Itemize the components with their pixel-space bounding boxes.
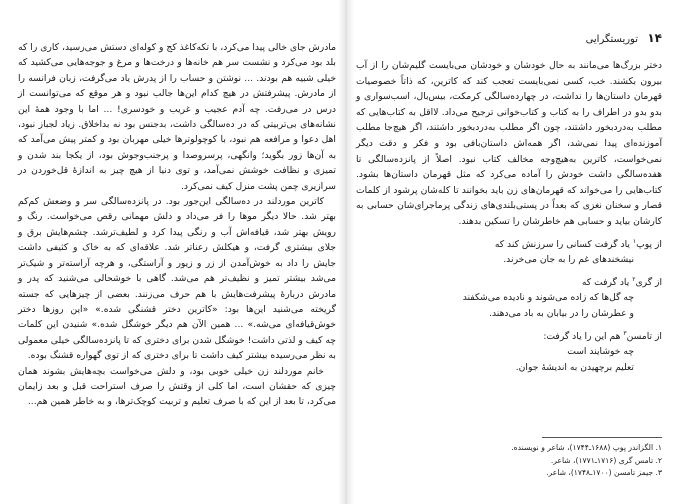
verse-intro: از تامسن$^۳$ هم این را یاد گرفت: [543, 329, 662, 342]
left-page-body [18, 40, 336, 410]
verse-line: چه گل‌ها که زاده می‌شوند و نادیده می‌شکفند [462, 292, 634, 304]
body-paragraph: کاترین موردلند در ده‌سالگی این‌جور بود. در پانزده‌سالگی سر و وضعش کم‌کم بهتر شد. حالا دیگر موها را فر می‌داد و دلش مهمانی رقص می‌خواست. رنگ و رویش بهتر شد، قیافه‌اش آب و رنگی پیدا کرد و لطیف‌ترشد. چشم‌هایش برق و جلای بیشتری گرفت، و هیکلش رعناتر شد. علاقه‌ای که به خاک و کثیفی داشت جایش را داد به خوش‌آمدن از زر و زیور و آراستگی، و هرچه آراسته‌تر و شیک‌تر می‌شد بیشتر تمیز و نظیف‌تر هم می‌شد. گاهی با خوشحالی می‌شنید که پدر و مادرش دربارهٔ پیشرفت‌هایش با هم حرف می‌زنند. بعضی از چیزهایی که جسته گریخته می‌شنید این‌ها بود: «کاترین دختر قشنگی شده.» «این روزها دختر خوش‌قیافه‌ای می‌شه.» ... همین الآن هم دیگر خوشگل شده.» شنیدن این کلمات چه کیف و لذتی داشت! خوشگل شدن برای دختری که تا پانزده‌سالگی خیلی معمولی به نظر می‌رسیده بیشتر کیف داشت تا برای دختری که از توی گهواره قشنگ بوده. [18, 196, 336, 362]
footnote-ref: ۲ [632, 275, 636, 283]
footnote-ref: ۱ [632, 237, 637, 245]
body-paragraph: مادرش جای خالی پیدا می‌کرد، با تکه‌کاغذ کج و کوله‌ای دستش می‌رسید، کاری را که بلد بود می‌کرد و نشست سر هم خانه‌ها و درخت‌ها و مرغ و جوجه‌هایی می‌کشید که خیلی شبیه هم بودند. ... نوشتن و حساب را از پدرش یاد می‌گرفت، زبان فرانسه را از مادرش. پیشرفتش در هیچ کدام این‌ها جالب نبود و هر موقع که می‌توانست از درس در می‌رفت. چه آدم عجیب و غریب و خودسری! ... اما با وجود همهٔ این نشانه‌های بی‌تربیتی که در ده‌سالگی داشت، بدجنس بود نه بداخلاق. زیاد لجباز نبود، اهل دعوا و مرافعه هم نبود، با کوچولوترها خیلی مهربان بود و کمتر پیش می‌آمد که به آن‌ها زور بگوید؛ وانگهی، پرسروصدا و پرجنب‌وجوش بود، از یکجا بند شدن و تمیزی و نظافت خوشش نمی‌آمد، و توی دنیا از هیچ چیز به اندازهٔ قل‌خوردن در سرازیری چمن پشت منزل کیف نمی‌کرد. [18, 42, 336, 192]
verse-line: و عطرشان را در بیابان به باد می‌دهند. [489, 308, 634, 320]
page-number: ۱۴ [647, 31, 662, 45]
right-page-body [356, 58, 662, 375]
footnote-rule [542, 437, 662, 438]
right-page [356, 0, 662, 504]
verse-intro: از گری$^۲$ یاد گرفت که [581, 275, 662, 288]
verse-block-pope [356, 234, 662, 268]
verse-block-thomson [356, 326, 662, 376]
running-title: توریستگرایی [585, 34, 638, 45]
body-paragraph: خانم موردلند زن خیلی خوبی بود، و دلش می‌خواست بچه‌هایش بشوند همان چیزی که حقشان است، اما کلی از وقتش را صرف استراحت قبل و بعد زایمان می‌کرد، تا بعد از این که با صرف تعلیم و تربیت کوچک‌ترها، و به خاطر همین هم... [18, 365, 336, 408]
footnote: ۳. جیمز تامسن (۱۷۰۰ـ۱۷۴۸)، شاعر. [546, 468, 662, 477]
verse-block-gray [356, 272, 662, 322]
footnotes [356, 437, 662, 480]
body-paragraph: دختر بزرگ‌ها می‌مانند به حال خودشان و خودشان می‌بایست گلیم‌شان را از آب بیرون بکشند. خب، کسی نمی‌بایست تعجب کند که کاترین، که ذاتاً خصوصیات قهرمان داستان‌ها را نداشت، در چهارده‌سالگی کرمکت، بیس‌بال، اسب‌سواری و بدو بدو در اطراف را به کتاب و کتاب‌خوانی ترجیح می‌داد. لااقل به کتاب‌هایی که مطلب به‌دردبخور داشتند، چون اگر مطلب به‌دردبخور داشتند، اگر هیچ‌جا مطلب آموزنده‌ای پیدا نمی‌شد، اگر همه‌اش داستان‌بافی بود و فکر و دقت دیگر نمی‌خواست، کاترین به‌هیچ‌وجه مخالف کتاب نبود. اصلاً از پانزده‌سالگی تا هفده‌سالگی داشت خودش را آماده می‌کرد که مثل قهرمان داستان‌ها بشود. کتاب‌هایی را می‌خواند که قهرمان‌های زن باید بخوانند تا کله‌شان پرشود از کلمات قصار و سخنان نغزی که بعداً در پستی‌بلندی‌های زندگی پرماجرای‌شان حسابی به کارشان بیاید و حسابی هم خاطرشان را تسکین بدهند. [356, 60, 662, 227]
verse-line: تعلیم برچهیدن به اندیشهٔ جوان. [515, 361, 634, 373]
footnote: ۲. تامس گری (۱۷۱۶ـ۱۷۷۱)، شاعر. [550, 455, 662, 465]
footnote: ۱. الگزاندر پوپ (۱۶۸۸ـ۱۷۴۴)، شاعر و نویسنده. [511, 443, 662, 452]
verse-intro: از پوپ$^۱$ یاد گرفت کسانی را سرزنش کند که [494, 237, 662, 250]
book-gutter [338, 0, 354, 504]
verse-line: چه خوشایند است [567, 346, 634, 358]
verse-line: نیشخندهای غم را به جان می‌خرند. [503, 254, 634, 266]
left-page [18, 0, 336, 504]
footnote-ref: ۳ [623, 329, 627, 337]
running-head [356, 30, 662, 46]
